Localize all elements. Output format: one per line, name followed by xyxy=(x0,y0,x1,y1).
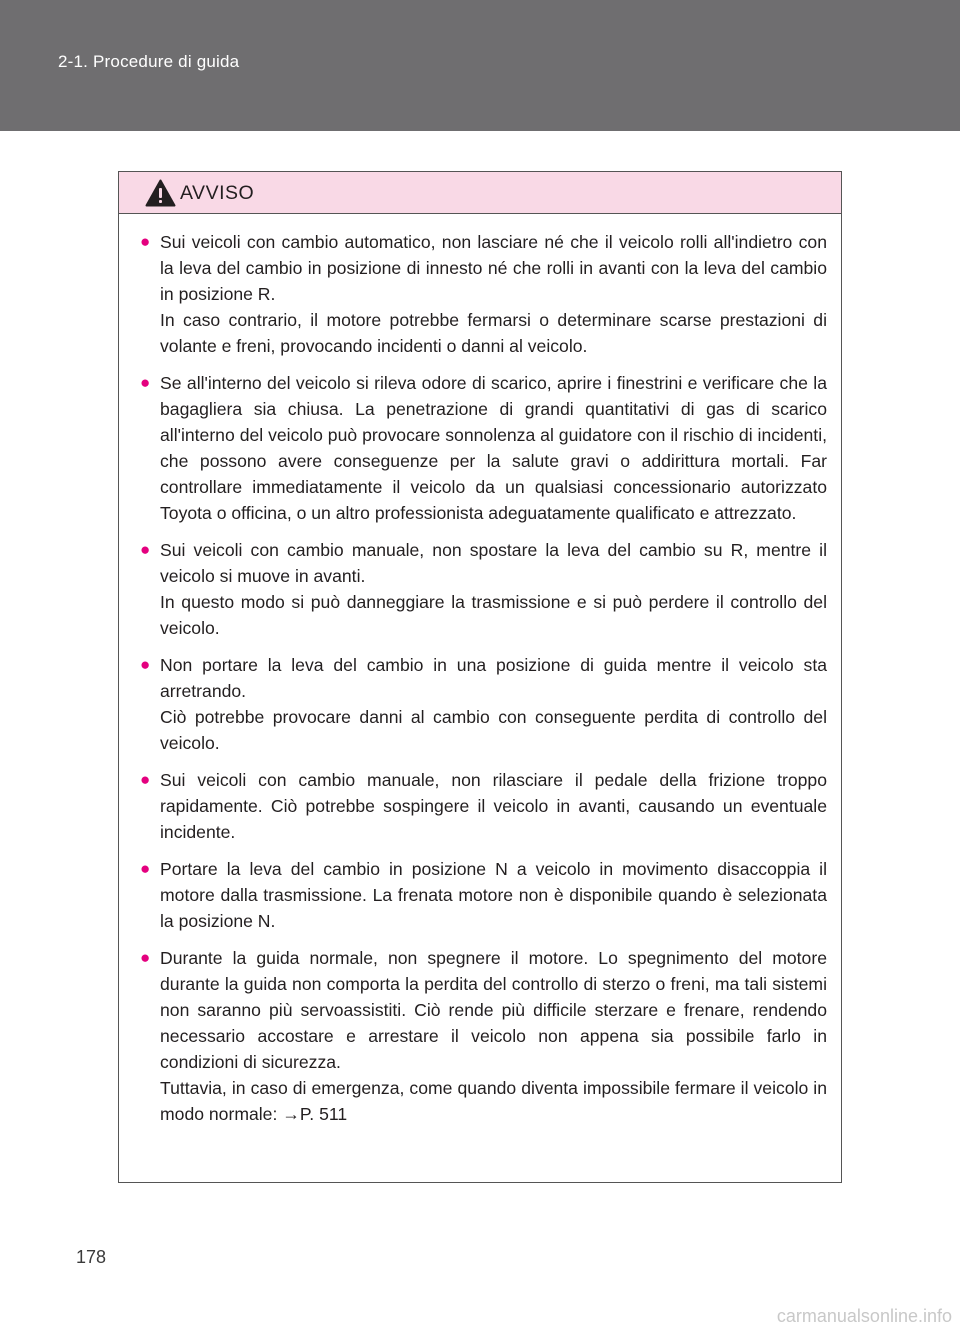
bullet-icon: ● xyxy=(140,373,151,392)
page-header xyxy=(0,0,960,131)
bullet-icon: ● xyxy=(140,859,151,878)
warning-triangle-icon xyxy=(145,179,176,207)
page-number: 178 xyxy=(76,1247,107,1267)
warning-item xyxy=(140,856,827,934)
warning-header xyxy=(119,172,841,214)
warning-paragraph: In caso contrario, il motore potrebbe fermarsi o determinare scarse prestazioni di volante e freni, provocando incidenti o danni al veicolo. xyxy=(160,310,827,356)
warning-paragraph: Tuttavia, in caso di emergenza, come quando diventa impossibile fermare il veicolo in modo normale: →P. 511 xyxy=(160,1078,827,1124)
bullet-icon: ● xyxy=(140,540,151,559)
warning-paragraph: Non portare la leva del cambio in una posizione di guida mentre il veicolo sta arretrando. xyxy=(160,655,827,701)
section-title: 2-1. Procedure di guida xyxy=(58,52,240,71)
bullet-icon: ● xyxy=(140,232,151,251)
warning-paragraph: Sui veicoli con cambio automatico, non lasciare né che il veicolo rolli all'indietro con la leva del cambio in posizione di innesto né che rolli in avanti con la leva del cambio in posizione R. xyxy=(160,232,827,304)
warning-item xyxy=(140,652,827,756)
warning-item-text xyxy=(160,370,827,526)
warning-paragraph: In questo modo si può danneggiare la trasmissione e si può perdere il controllo del veicolo. xyxy=(160,592,827,638)
warning-item xyxy=(140,370,827,526)
warning-item-text xyxy=(160,229,827,359)
warning-paragraph: Sui veicoli con cambio manuale, non spostare la leva del cambio su R, mentre il veicolo si muove in avanti. xyxy=(160,540,827,586)
warning-item xyxy=(140,767,827,845)
bullet-icon: ● xyxy=(140,655,151,674)
warning-item xyxy=(140,537,827,641)
bullet-icon: ● xyxy=(140,948,151,967)
warning-paragraph: Ciò potrebbe provocare danni al cambio con conseguente perdita di controllo del veicolo. xyxy=(160,707,827,753)
bullet-icon: ● xyxy=(140,770,151,789)
warning-paragraph: Durante la guida normale, non spegnere il motore. Lo spegnimento del motore durante la guida non comporta la perdita del controllo di sterzo o freni, ma tali sistemi non saranno più servoassistiti. Ciò rende più difficile sterzare e frenare, rendendo necessario accostare e arrestare il veicolo non appena sia possibile farlo in condizioni di sicurezza. xyxy=(160,948,827,1072)
warning-paragraph: Portare la leva del cambio in posizione N a veicolo in movimento disaccoppia il motore dalla trasmissione. La frenata motore non è disponibile quando è selezionata la posizione N. xyxy=(160,859,827,931)
warning-item-text xyxy=(160,767,827,845)
warning-item xyxy=(140,229,827,359)
warning-body xyxy=(119,214,841,1127)
warning-box xyxy=(118,171,842,1183)
warning-paragraph: Se all'interno del veicolo si rileva odore di scarico, aprire i finestrini e verificare che la bagagliera sia chiusa. La penetrazione di grandi quantitativi di gas di scarico all'interno del veicolo può provocare sonnolenza al guidatore con il rischio di incidenti, che possono avere conseguenze per la salute gravi o addirittura mortali. Far controllare immediatamente il veicolo da un qualsiasi concessionario autorizzato Toyota o officina, o un altro professionista adeguatamente qualificato e attrezzato. xyxy=(160,373,827,523)
warning-title: AVVISO xyxy=(180,182,255,204)
watermark: carmanualsonline.info xyxy=(776,1306,952,1326)
warning-paragraph: Sui veicoli con cambio manuale, non rilasciare il pedale della frizione troppo rapidamente. Ciò potrebbe sospingere il veicolo in avanti, causando un eventuale incidente. xyxy=(160,770,827,842)
warning-item-text xyxy=(160,945,827,1127)
warning-item-text xyxy=(160,856,827,934)
warning-item-text xyxy=(160,537,827,641)
warning-item-text xyxy=(160,652,827,756)
warning-item xyxy=(140,945,827,1127)
